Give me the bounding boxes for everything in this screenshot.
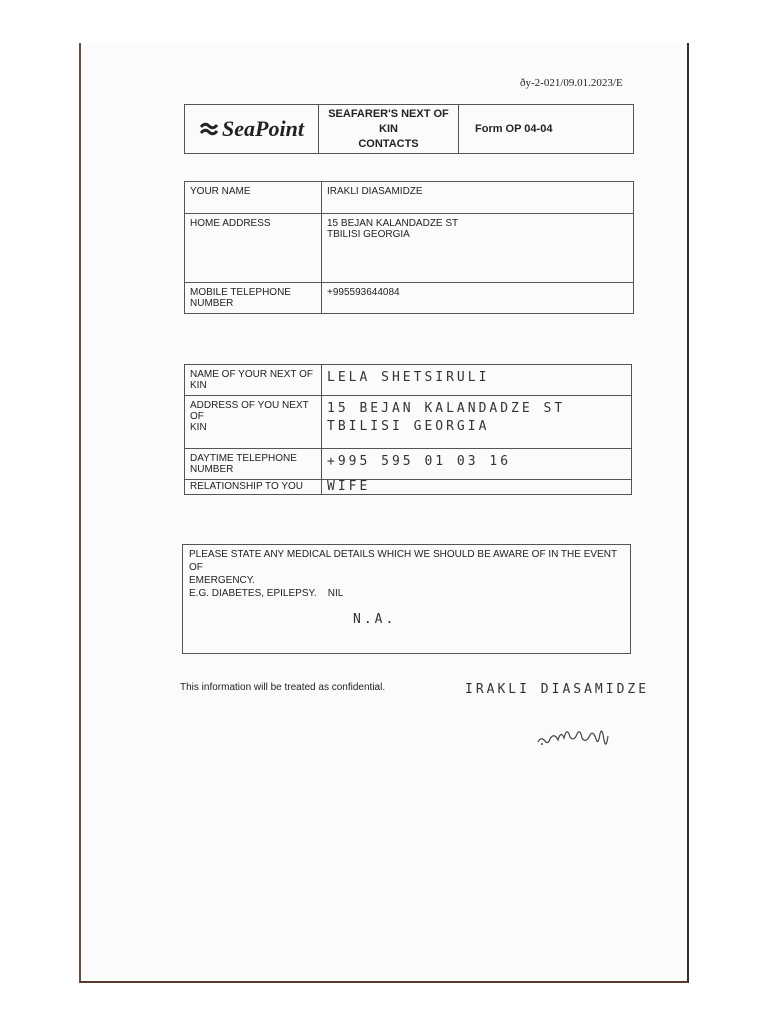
next-of-kin-table [184,364,632,495]
table-row [185,449,632,480]
kin-address-label [185,396,322,449]
logo-cell [185,105,319,153]
wave-icon [199,120,219,138]
medical-example-line: E.G. DIABETES, EPILEPSY. NIL [189,588,344,599]
logo-text: SeaPoint [222,116,304,141]
relationship-label: RELATIONSHIP TO YOU [185,480,322,495]
confidentiality-note: This information will be treated as confidential. [180,682,386,693]
mobile-label [185,283,322,314]
kin-phone-value [322,449,632,480]
table-row [185,480,632,495]
kin-phone-label-line: NUMBER [190,464,234,475]
medical-instruction-line: EMERGENCY. [189,575,255,586]
table-row [185,283,634,314]
kin-phone-label-line: DAYTIME TELEPHONE [190,453,297,464]
kin-address-line: TBILISI GEORGIA [327,419,490,434]
signature-scribble [536,720,616,752]
medical-details-box [182,544,631,654]
kin-phone-label [185,449,322,480]
seapoint-logo [199,116,304,142]
form-header [184,104,634,154]
kin-name-value [322,365,632,396]
table-row [185,214,634,283]
address-line: 15 BEJAN KALANDADZE ST [327,218,459,229]
address-line: TBILISI GEORGIA [327,229,410,240]
relationship-value [322,480,632,495]
kin-address-label-line: ADDRESS OF YOU NEXT OF [190,400,309,422]
mobile-value: +995593644084 [322,283,634,314]
kin-name-label: NAME OF YOUR NEXT OF KIN [185,365,322,396]
mobile-label-line: NUMBER [190,298,234,309]
kin-address-line: 15 BEJAN KALANDADZE ST [327,401,566,416]
relationship-handwritten: WIFE [327,479,371,494]
form-title: SEAFARER'S NEXT OF KIN CONTACTS [319,105,459,153]
kin-address-label-line: KIN [190,422,207,433]
your-name-value: IRAKLI DIASAMIDZE [322,182,634,214]
table-row [185,182,634,214]
home-address-label: HOME ADDRESS [185,214,322,283]
table-row [185,365,632,396]
form-number: Form OP 04-04 [475,123,553,135]
kin-address-value [322,396,632,449]
signature-name-handwritten: IRAKLI DIASAMIDZE [465,682,650,697]
table-row [185,396,632,449]
medical-instruction-line: PLEASE STATE ANY MEDICAL DETAILS WHICH WE SHOULD BE AWARE OF IN THE EVENT OF [189,549,617,573]
kin-name-handwritten: LELA SHETSIRULI [327,370,490,385]
home-address-value [322,214,634,283]
medical-handwritten-value: N.A. [353,612,397,627]
kin-phone-handwritten: +995 595 01 03 16 [327,454,512,469]
personal-details-table [184,181,634,314]
mobile-label-line: MOBILE TELEPHONE [190,287,291,298]
your-name-label: YOUR NAME [185,182,322,214]
document-reference: ðy-2-021/09.01.2023/E [520,77,623,89]
